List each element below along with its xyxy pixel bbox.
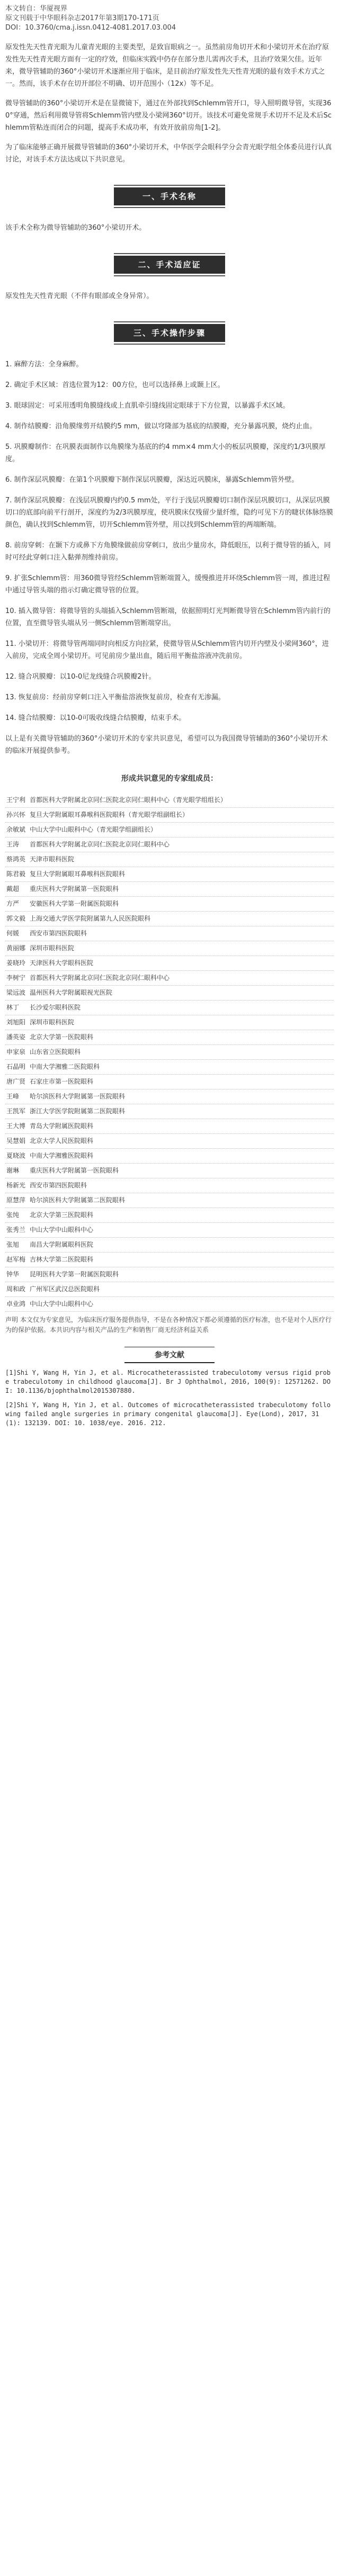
expert-organization: 昆明医科大学第一附属医院眼科 xyxy=(30,1271,119,1278)
expert-row xyxy=(5,1238,334,1253)
article-header xyxy=(5,4,334,33)
expert-row xyxy=(5,852,334,867)
expert-name: 杨新光 xyxy=(6,1182,26,1189)
expert-organization: 广州军区武汉总医院眼科 xyxy=(30,1285,100,1293)
expert-name: 王大博 xyxy=(6,1122,26,1130)
expert-row xyxy=(5,882,334,897)
expert-row xyxy=(5,912,334,926)
expert-name: 张旭 xyxy=(6,1241,20,1248)
expert-name: 赵军梅 xyxy=(6,1256,26,1263)
expert-organization: 中山大学中山眼科中心（青光眼学组副组长） xyxy=(30,826,157,833)
expert-name: 郭文毅 xyxy=(6,915,26,922)
intro-paragraph: 原发性先天性青光眼为儿童青光眼的主要类型，是致盲眼病之一。虽然前房角切开术和小梁切开术在治疗原发性先天性青光眼方面有一定的疗效，但临床实践中仍存在部分患儿需再次手术，且治疗效果欠佳。近年来，微导管辅助的360°小梁切开术逐渐应用于临床，是目前治疗原发性先天性青光眼的最有效手术方式之一。然而，该手术存在切开部位不明确、切开范围小（12ⅹ）等不足。 xyxy=(5,43,329,88)
expert-organization: 长沙爱尔眼科医院 xyxy=(30,1004,81,1011)
closing-paragraph: 以上是有关微导管辅助的360°小梁切开术的专家共识意见，希望可以为我国微导管辅助的360°小梁切开术的临床开展提供参考。 xyxy=(5,735,328,755)
expert-row xyxy=(5,867,334,882)
procedure-step: 12. 缝合巩膜瓣：以10-0尼龙线缝合巩膜瓣2针。 xyxy=(5,673,156,681)
procedure-step: 6. 制作深层巩膜瓣：在第1个巩膜瓣下制作深层巩膜瓣，深达近巩膜床，暴露Schlemm管外壁。 xyxy=(5,476,299,484)
expert-organization: 哈尔滨医科大学附属第一医院眼科 xyxy=(30,1093,126,1100)
expert-organization: 中南大学湘雅二医院眼科 xyxy=(30,1063,100,1070)
expert-row xyxy=(5,837,334,852)
expert-name: 原慧萍 xyxy=(6,1196,26,1204)
expert-row xyxy=(5,823,334,837)
expert-organization: 中山大学中山眼科中心 xyxy=(30,1226,94,1233)
expert-row xyxy=(5,971,334,986)
expert-row xyxy=(5,1164,334,1178)
procedure-step: 2. 确定手术区域：首选位置为12：00方位，也可以选择鼻上或颞上区。 xyxy=(5,381,225,389)
expert-organization: 天津市眼科医院 xyxy=(30,855,75,863)
expert-organization: 中山大学中山眼科中心 xyxy=(30,1300,94,1308)
expert-organization: 深圳市眼科医院 xyxy=(30,944,75,952)
section-title-indications xyxy=(114,253,225,276)
procedure-step: 9. 扩张Schlemm管：用360微导管经Schlemm管断端置入，缓慢推进并环绕Schlemm管一周，推进过程中通过导管头端的指示灯确定微导管的位置。 xyxy=(5,574,331,595)
expert-name: 夏晓波 xyxy=(6,1152,26,1159)
expert-organization: 浙江大学医学院附属第二医院眼科 xyxy=(30,1107,126,1115)
procedure-step: 14. 缝合结膜瓣：以10-0可吸收线缝合结膜瓣，结束手术。 xyxy=(5,714,186,722)
expert-name: 梁远波 xyxy=(6,989,26,996)
expert-row xyxy=(5,1045,334,1060)
expert-name: 余敏斌 xyxy=(6,826,26,833)
expert-organization: 石家庄市第一医院眼科 xyxy=(30,1078,94,1085)
publication-line: 原文刊载于中华眼科杂志2017年第3期170-171页 xyxy=(5,14,159,22)
expert-row xyxy=(5,1208,334,1223)
procedure-step: 1. 麻醉方法：全身麻醉。 xyxy=(5,361,83,368)
expert-name: 潘英姿 xyxy=(6,1033,26,1041)
expert-name: 唐广贤 xyxy=(6,1078,26,1085)
expert-name: 石晶明 xyxy=(6,1063,26,1070)
references-title: 参考文献 xyxy=(124,1347,215,1363)
section-title-label: 二、手术适应证 xyxy=(114,256,225,274)
expert-organization: 重庆医科大学附属第一医院眼科 xyxy=(30,1167,119,1174)
reference-item: [2]Shi Y, Wang H, Yin J, et al. Outcomes of microcatheterassisted trabeculotomy following failed angle surgeries in primary congenital glaucoma[J]. Eye(Lond), 2017, 31(1): 132139. DOI: 10. 1038/eye. 2016. 212. xyxy=(5,1401,331,1427)
section-title-procedure xyxy=(114,321,225,345)
reference-item: [1]Shi Y, Wang H, Yin J, et al. Microcatheterassisted trabeculotomy versus rigid probe trabeculotomy in childhood glaucoma[J]. Br J Ophthalmol, 2016, 100(9): 12571262. DOI: 10.1136/bjophthalmol2015307880. xyxy=(5,1369,331,1394)
section-title-label: 三、手术操作步骤 xyxy=(114,324,225,342)
expert-name: 王宁利 xyxy=(6,796,26,804)
expert-row xyxy=(5,1075,334,1089)
expert-row xyxy=(5,1089,334,1104)
expert-row xyxy=(5,1030,334,1045)
expert-organization: 西安市第四医院眼科 xyxy=(30,1182,87,1189)
expert-organization: 北京大学人民医院眼科 xyxy=(30,1137,94,1145)
expert-name: 张秀兰 xyxy=(6,1226,26,1233)
expert-name: 林丁 xyxy=(6,1004,20,1011)
expert-row xyxy=(5,941,334,956)
expert-organization: 首都医科大学附属北京同仁医院北京同仁眼科中心 xyxy=(30,974,170,981)
expert-row xyxy=(5,926,334,941)
expert-row xyxy=(5,1297,334,1312)
section-paragraph: 原发性先天性青光眼（不伴有眼部或全身异常）。 xyxy=(5,292,154,300)
expert-name: 王凯军 xyxy=(6,1107,26,1115)
expert-row xyxy=(5,986,334,1001)
expert-name: 钟华 xyxy=(6,1271,20,1278)
expert-organization: 北京大学第一医院眼科 xyxy=(30,1033,94,1041)
procedure-step: 10. 插入微导管：将微导管的头端插入Schlemm管断端，依据照明灯光判断微导管在Schlemm管内前行的位置，直至微导管头端从另一侧Schlemm管断端穿出。 xyxy=(5,607,331,627)
expert-organization: 哈尔滨医科大学附属第二医院眼科 xyxy=(30,1196,126,1204)
section-title-label: 一、手术名称 xyxy=(114,187,225,205)
expert-name: 吴慧娟 xyxy=(6,1137,26,1145)
expert-name: 谢琳 xyxy=(6,1167,20,1174)
expert-organization: 首都医科大学附属北京同仁医院北京同仁眼科中心 xyxy=(30,841,170,848)
expert-row xyxy=(5,1193,334,1208)
expert-name: 申家泉 xyxy=(6,1048,26,1056)
disclaimer-note: 声明 本文仅为专家意见，为临床医疗服务提供指导，不是在各种情况下都必须遵循的医疗标准，也不是对个人医疗行为的保护依据。本共识内容与相关产品的生产和销售厂商无经济利益关系 xyxy=(5,1316,332,1334)
expert-organization: 复旦大学附属眼耳鼻喉科医院眼科（青光眼学组副组长） xyxy=(30,811,189,818)
expert-organization: 天津医科大学眼科医院 xyxy=(30,959,94,967)
expert-name: 孙兴怀 xyxy=(6,811,26,818)
procedure-step: 5. 巩膜瓣制作：在巩膜表面制作以角膜缘为基底的约4 mm×4 mm大小的板层巩膜瓣，深度约1/3巩膜厚度。 xyxy=(5,443,326,463)
expert-row xyxy=(5,1134,334,1149)
expert-organization: 中南大学湘雅医院眼科 xyxy=(30,1152,94,1159)
expert-row xyxy=(5,1119,334,1134)
intro-paragraph: 为了临床能够正确开展微导管辅助的360°小梁切开术，中华医学会眼科学分会青光眼学组全体委员进行认真讨论，对该手术方法达成以下共识意见。 xyxy=(5,143,332,164)
expert-name: 蔡鸿英 xyxy=(6,855,26,863)
expert-name: 李树宁 xyxy=(6,974,26,981)
expert-name: 刘旭阳 xyxy=(6,1019,26,1026)
expert-row xyxy=(5,897,334,912)
expert-row xyxy=(5,1253,334,1267)
expert-name: 黄丽娜 xyxy=(6,944,26,952)
expert-row xyxy=(5,1001,334,1015)
expert-row xyxy=(5,1178,334,1193)
expert-organization: 首都医科大学附属北京同仁医院北京同仁眼科中心（青光眼学组组长） xyxy=(30,796,227,804)
expert-name: 王涛 xyxy=(6,841,20,848)
section-title-surgery-name xyxy=(114,185,225,208)
expert-row xyxy=(5,956,334,971)
experts-list xyxy=(5,793,334,1312)
source-line: 本文转自：华厦视界 xyxy=(5,5,68,13)
expert-row xyxy=(5,1223,334,1238)
expert-name: 姜晓玲 xyxy=(6,959,26,967)
section-paragraph: 该手术全称为微导管辅助的360°小梁切开术。 xyxy=(5,224,146,232)
expert-organization: 山东省立医院眼科 xyxy=(30,1048,81,1056)
expert-row xyxy=(5,1149,334,1164)
expert-organization: 西安市第四医院眼科 xyxy=(30,930,87,937)
expert-name: 陈君毅 xyxy=(6,870,26,878)
expert-organization: 深圳市眼科医院 xyxy=(30,1019,75,1026)
expert-row xyxy=(5,1267,334,1282)
procedure-step: 4. 制作结膜瓣：沿角膜缘剪开结膜约5 mm，做以穹隆部为基底的结膜瓣，充分暴露巩膜，烧灼止血。 xyxy=(5,422,317,430)
expert-organization: 南昌大学附属眼科医院 xyxy=(30,1241,94,1248)
expert-name: 戴超 xyxy=(6,885,20,893)
expert-name: 王峰 xyxy=(6,1093,20,1100)
expert-organization: 吉林大学第二医院眼科 xyxy=(30,1256,94,1263)
expert-organization: 温州医科大学附属眼视光医院 xyxy=(30,989,113,996)
expert-name: 张纯 xyxy=(6,1211,20,1219)
expert-organization: 重庆医科大学附属第一医院眼科 xyxy=(30,885,119,893)
expert-row xyxy=(5,1015,334,1030)
expert-organization: 上海交通大学医学院附属第九人民医院眼科 xyxy=(30,915,151,922)
procedure-step: 7. 制作深层巩膜瓣：在浅层巩膜瓣内约0.5 mm处，平行于浅层巩膜瓣切口制作深层巩膜切口，从深层巩膜切口的底部向前平行剖开，深度约为2/3巩膜厚度，使巩膜床仅残留少量纤维，隐约可见下方的睫状体脉络膜颜色，确认找到Schlemm管，切开Schlemm管外壁，用以找到Schlemm管的两端断端。 xyxy=(5,497,333,529)
procedure-steps xyxy=(5,358,334,724)
expert-name: 周和政 xyxy=(6,1285,26,1293)
intro-paragraph: 微导管辅助的360°小梁切开术是在显微镜下，通过在外部找到Schlemm管开口，导入照明微导管，实现360°穿通，然后利用微导管将Schlemm管内壁及小梁网360°切开。该技术可避免常规手术切开不足及术后Schlemm管粘连而闭合的问题，提高手术成功率，有效开放前房角[1-2]。 xyxy=(5,100,332,132)
expert-row xyxy=(5,1282,334,1297)
expert-organization: 北京大学第三医院眼科 xyxy=(30,1211,94,1219)
procedure-step: 13. 恢复前房：经前房穿刺口注入平衡盐溶液恢复前房，检查有无渗漏。 xyxy=(5,693,225,701)
procedure-step: 3. 眼球固定：可采用透明角膜缝线或上直肌牵引缝线固定眼球于下方位置，以暴露手术区域。 xyxy=(5,402,290,410)
doi-line: DOI：10.3760/cma.j.issn.0412-4081.2017.03.004 xyxy=(5,24,176,32)
expert-organization: 青岛大学附属医院眼科 xyxy=(30,1122,94,1130)
expert-name: 何媛 xyxy=(6,930,20,937)
procedure-step: 8. 前房穿刺：在颞下方或鼻下方角膜缘做前房穿刺口，放出少量房水，降低眼压，以利于微导管的插入，同时可经此穿刺口注入黏弹剂维持前房。 xyxy=(5,542,331,562)
expert-name: 方严 xyxy=(6,900,20,907)
experts-title: 形成共识意见的专家组成员： xyxy=(121,774,218,783)
expert-organization: 复旦大学附属眼耳鼻喉科医院眼科 xyxy=(30,870,126,878)
expert-row xyxy=(5,1104,334,1119)
expert-organization: 安徽医科大学第一附属医院眼科 xyxy=(30,900,119,907)
expert-name: 卓业鸿 xyxy=(6,1300,26,1308)
expert-row xyxy=(5,808,334,823)
expert-row xyxy=(5,1060,334,1075)
procedure-step: 11. 小梁切开：将微导管两端同时向相反方向拉紧，使微导管从Schlemm管内切开内壁及小梁网360°，进入前房，完成全周小梁切开。可见前房少量出血，随后用平衡盐溶液冲洗前房。 xyxy=(5,640,329,660)
expert-row xyxy=(5,793,334,808)
